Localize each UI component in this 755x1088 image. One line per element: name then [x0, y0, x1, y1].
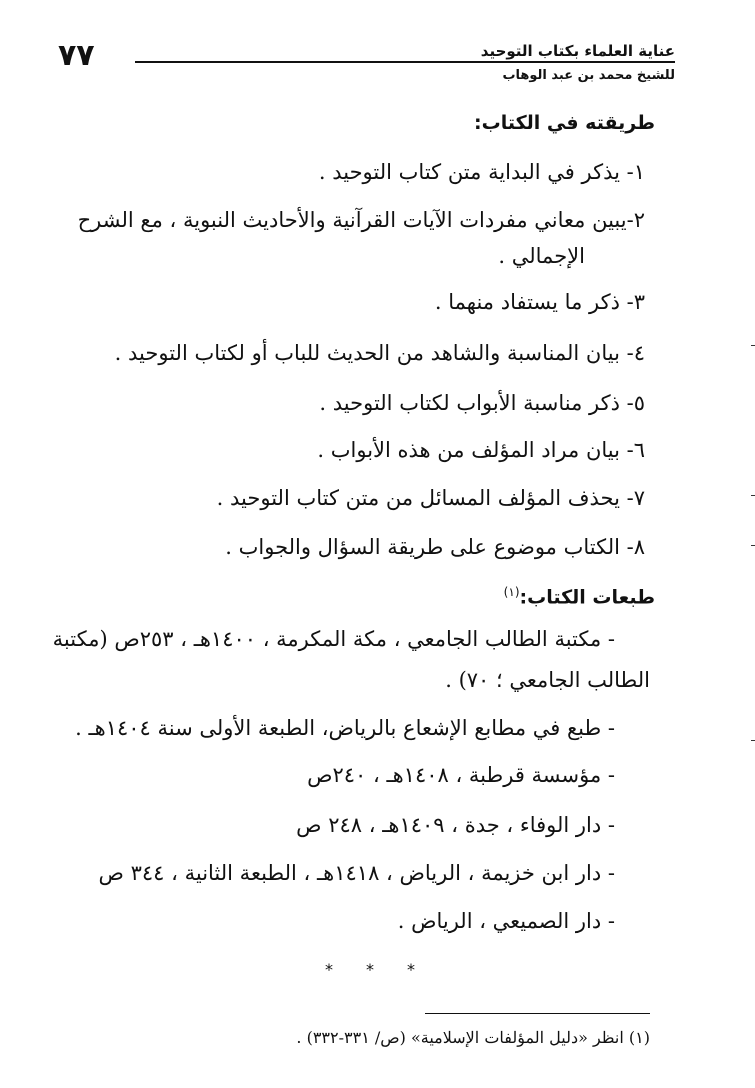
page-number: ٧٧ — [58, 38, 95, 73]
margin-tick — [751, 345, 755, 346]
separator-star: * — [407, 960, 415, 979]
edition-line-1: - مكتبة الطالب الجامعي ، مكة المكرمة ، ١٤٠٠هـ ، ٢٥٣ص (مكتبة — [52, 627, 615, 651]
margin-tick — [751, 740, 755, 741]
method-item-5: ٥- ذكر مناسبة الأبواب لكتاب التوحيد . — [319, 391, 645, 415]
method-item-2: ٢-يبين معاني مفردات الآيات القرآنية والأحاديث النبوية ، مع الشرح — [77, 208, 645, 232]
running-header-author: للشيخ محمد بن عبد الوهاب — [502, 68, 675, 83]
footnote-rule — [425, 1013, 650, 1014]
edition-line-6: - دار الصميعي ، الرياض . — [397, 909, 615, 933]
edition-line-1-continued: الطالب الجامعي ؛ ٧٠) . — [445, 668, 650, 692]
footnote: (١) انظر «دليل المؤلفات الإسلامية» (ص/ ٣٣١-٣٣٢) . — [296, 1028, 650, 1047]
method-item-4: ٤- بيان المناسبة والشاهد من الحديث للباب أو لكتاب التوحيد . — [114, 341, 645, 365]
margin-tick — [751, 495, 755, 496]
editions-heading-text: طبعات الكتاب: — [519, 586, 655, 609]
margin-tick — [751, 545, 755, 546]
edition-line-5: - دار ابن خزيمة ، الرياض ، ١٤١٨هـ ، الطبعة الثانية ، ٣٤٤ ص — [98, 861, 615, 885]
method-heading: طريقته في الكتاب: — [474, 112, 655, 134]
footnote-marker: (١) — [503, 585, 520, 599]
running-header-title: عناية العلماء بكتاب التوحيد — [480, 42, 675, 60]
method-item-7: ٧- يحذف المؤلف المسائل من متن كتاب التوحيد . — [216, 486, 645, 510]
edition-line-4: - دار الوفاء ، جدة ، ١٤٠٩هـ ، ٢٤٨ ص — [296, 813, 615, 837]
method-item-2-continued: الإجمالي . — [498, 244, 585, 268]
edition-line-3: - مؤسسة قرطبة ، ١٤٠٨هـ ، ٢٤٠ص — [307, 763, 615, 787]
method-item-3: ٣- ذكر ما يستفاد منهما . — [434, 290, 645, 314]
section-separator — [325, 960, 415, 979]
editions-heading — [504, 585, 655, 608]
separator-star: * — [325, 960, 333, 979]
method-item-8: ٨- الكتاب موضوع على طريقة السؤال والجواب . — [225, 535, 645, 559]
edition-line-2: - طبع في مطابع الإشعاع بالرياض، الطبعة الأولى سنة ١٤٠٤هـ . — [75, 716, 615, 740]
method-item-1: ١- يذكر في البداية متن كتاب التوحيد . — [318, 160, 645, 184]
method-item-6: ٦- بيان مراد المؤلف من هذه الأبواب . — [317, 438, 645, 462]
header-rule — [135, 61, 675, 63]
separator-star: * — [366, 960, 374, 979]
